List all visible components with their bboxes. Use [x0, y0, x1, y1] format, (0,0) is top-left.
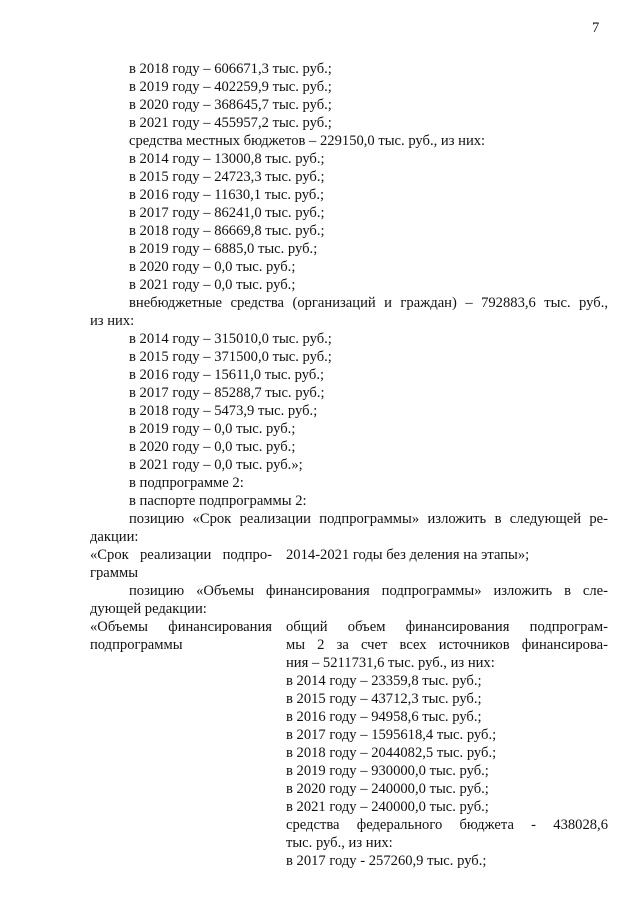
- extra-year-line: в 2021 году – 0,0 тыс. руб.»;: [129, 457, 303, 473]
- extra-year-line: в 2017 году – 85288,7 тыс. руб.;: [129, 385, 325, 401]
- upper-line: в 2020 году – 0,0 тыс. руб.;: [129, 259, 296, 275]
- volume-line: ния – 5211731,6 тыс. руб., из них:: [286, 655, 495, 671]
- upper-line: в 2020 году – 368645,7 тыс. руб.;: [129, 97, 332, 113]
- volume-instruction-cont: дующей редакции:: [90, 601, 207, 617]
- volume-line: в 2017 году – 1595618,4 тыс. руб.;: [286, 727, 497, 743]
- term-label-cont: граммы: [90, 565, 139, 581]
- volume-line: в 2015 году – 43712,3 тыс. руб.;: [286, 691, 482, 707]
- term-instruction: позицию «Срок реализации подпрограммы» изложить в следующей ре-: [129, 511, 608, 527]
- volume-line: тыс. руб., из них:: [286, 835, 393, 851]
- term-label: «Срок реализации подпро-: [90, 547, 272, 563]
- extra-year-line: в 2019 году – 0,0 тыс. руб.;: [129, 421, 296, 437]
- term-instruction-cont: дакции:: [90, 529, 139, 545]
- passport-heading: в паспорте подпрограммы 2:: [129, 493, 307, 509]
- volume-line: в 2017 году - 257260,9 тыс. руб.;: [286, 853, 487, 869]
- upper-line: в 2018 году – 86669,8 тыс. руб.;: [129, 223, 325, 239]
- upper-line: в 2019 году – 6885,0 тыс. руб.;: [129, 241, 318, 257]
- extra-year-line: в 2016 году – 15611,0 тыс. руб.;: [129, 367, 325, 383]
- volume-line: в 2016 году – 94958,6 тыс. руб.;: [286, 709, 482, 725]
- extra-budget-line: внебюджетные средства (организаций и граждан) – 792883,6 тыс. руб.,: [129, 295, 608, 311]
- upper-line: в 2016 году – 11630,1 тыс. руб.;: [129, 187, 325, 203]
- upper-line: в 2018 году – 606671,3 тыс. руб.;: [129, 61, 332, 77]
- volume-label-cont: подпрограммы: [90, 637, 183, 653]
- volume-line: общий объем финансирования подпрограм-: [286, 619, 608, 635]
- extra-budget-line-cont: из них:: [90, 313, 135, 329]
- volume-line: в 2020 году – 240000,0 тыс. руб.;: [286, 781, 489, 797]
- upper-line: в 2014 году – 13000,8 тыс. руб.;: [129, 151, 325, 167]
- upper-line: в 2015 году – 24723,3 тыс. руб.;: [129, 169, 325, 185]
- volume-line: в 2021 году – 240000,0 тыс. руб.;: [286, 799, 489, 815]
- volume-label: «Объемы финансирования: [90, 619, 272, 635]
- page-number: 7: [592, 20, 600, 36]
- term-value: 2014-2021 годы без деления на этапы»;: [286, 547, 530, 563]
- upper-line: в 2021 году – 0,0 тыс. руб.;: [129, 277, 296, 293]
- subprogram-heading: в подпрограмме 2:: [129, 475, 244, 491]
- upper-line: средства местных бюджетов – 229150,0 тыс. руб., из них:: [129, 133, 486, 149]
- upper-line: в 2021 году – 455957,2 тыс. руб.;: [129, 115, 332, 131]
- extra-year-line: в 2018 году – 5473,9 тыс. руб.;: [129, 403, 318, 419]
- volume-line: в 2019 году – 930000,0 тыс. руб.;: [286, 763, 489, 779]
- extra-year-line: в 2020 году – 0,0 тыс. руб.;: [129, 439, 296, 455]
- extra-year-line: в 2015 году – 371500,0 тыс. руб.;: [129, 349, 332, 365]
- extra-year-line: в 2014 году – 315010,0 тыс. руб.;: [129, 331, 332, 347]
- volume-line: средства федерального бюджета - 438028,6: [286, 817, 608, 833]
- volume-instruction: позицию «Объемы финансирования подпрограммы» изложить в сле-: [129, 583, 608, 599]
- volume-line: в 2018 году – 2044082,5 тыс. руб.;: [286, 745, 497, 761]
- volume-line: в 2014 году – 23359,8 тыс. руб.;: [286, 673, 482, 689]
- upper-line: в 2017 году – 86241,0 тыс. руб.;: [129, 205, 325, 221]
- volume-line: мы 2 за счет всех источников финансирова-: [286, 637, 608, 653]
- upper-line: в 2019 году – 402259,9 тыс. руб.;: [129, 79, 332, 95]
